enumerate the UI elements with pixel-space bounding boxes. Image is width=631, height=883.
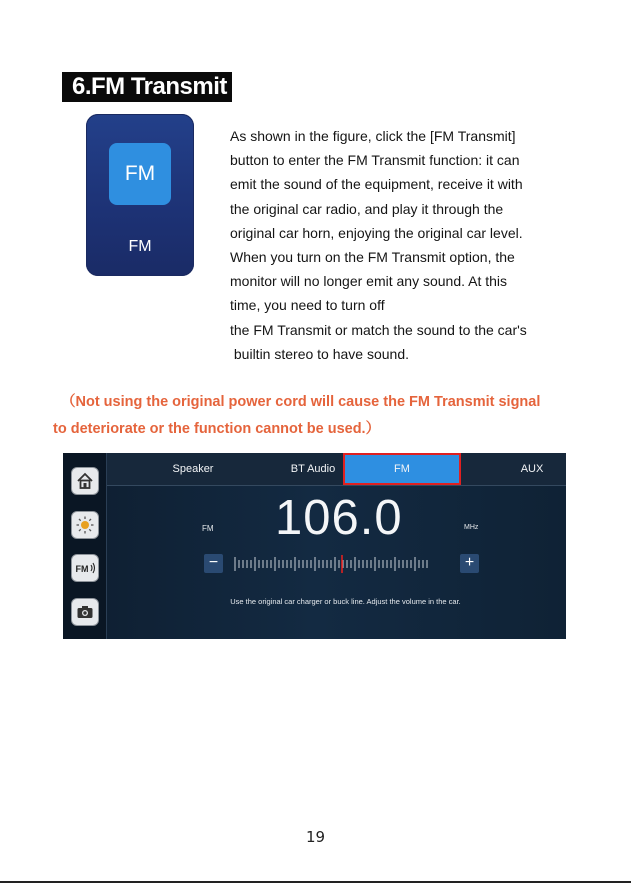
warning-note xyxy=(53,389,593,443)
frequency-unit: MHz xyxy=(464,524,479,531)
warning-line: （Not using the original power cord will cause the FM Transmit signal xyxy=(61,394,541,410)
fm-transmit-tile[interactable] xyxy=(86,114,194,276)
band-label: FM xyxy=(202,524,214,533)
description-line: When you turn on the FM Transmit option, the xyxy=(230,248,515,265)
description-line: time, you need to turn off xyxy=(230,297,385,314)
tab-speaker[interactable]: Speaker xyxy=(172,463,214,475)
home-icon[interactable] xyxy=(71,467,99,495)
warning-line: to deteriorate or the function cannot be used.） xyxy=(53,421,381,437)
tab-aux[interactable]: AUX xyxy=(520,463,544,475)
description-line: builtin stereo to have sound. xyxy=(230,345,410,362)
frequency-down-button[interactable]: − xyxy=(204,554,223,573)
section-title: 6.FM Transmit xyxy=(62,72,232,102)
brightness-icon[interactable] xyxy=(71,511,99,539)
description-line: the original car radio, and play it through the xyxy=(230,200,504,217)
description-paragraph xyxy=(230,124,575,366)
fm-transmit-icon-text: FM xyxy=(75,564,89,574)
audio-tabs xyxy=(107,453,566,486)
tab-bt-audio[interactable]: BT Audio xyxy=(290,463,336,475)
fm-transmit-screenshot xyxy=(63,453,566,639)
fm-tile-label: FM xyxy=(128,238,152,255)
description-line: button to enter the FM Transmit function: it can xyxy=(230,152,520,169)
fm-transmit-icon[interactable] xyxy=(71,554,99,582)
description-line: emit the sound of the equipment, receive it with xyxy=(230,176,523,193)
tab-fm[interactable]: FM xyxy=(343,453,461,485)
description-line: the FM Transmit or match the sound to the car's xyxy=(230,321,527,338)
usage-hint: Use the original car charger or buck line. Adjust the volume in the car. xyxy=(230,597,461,606)
frequency-dial[interactable] xyxy=(233,554,433,574)
page-number: 19 xyxy=(305,828,326,846)
description-line: monitor will no longer emit any sound. At this xyxy=(230,273,508,290)
frequency-up-button[interactable]: + xyxy=(460,554,479,573)
description-line: original car horn, enjoying the original car level. xyxy=(230,224,523,241)
frequency-display: 106.0 xyxy=(275,491,403,545)
fm-icon: FM xyxy=(109,143,171,205)
description-line: As shown in the figure, click the [FM Transmit] xyxy=(230,128,516,144)
screenshot-sidebar xyxy=(63,453,107,639)
